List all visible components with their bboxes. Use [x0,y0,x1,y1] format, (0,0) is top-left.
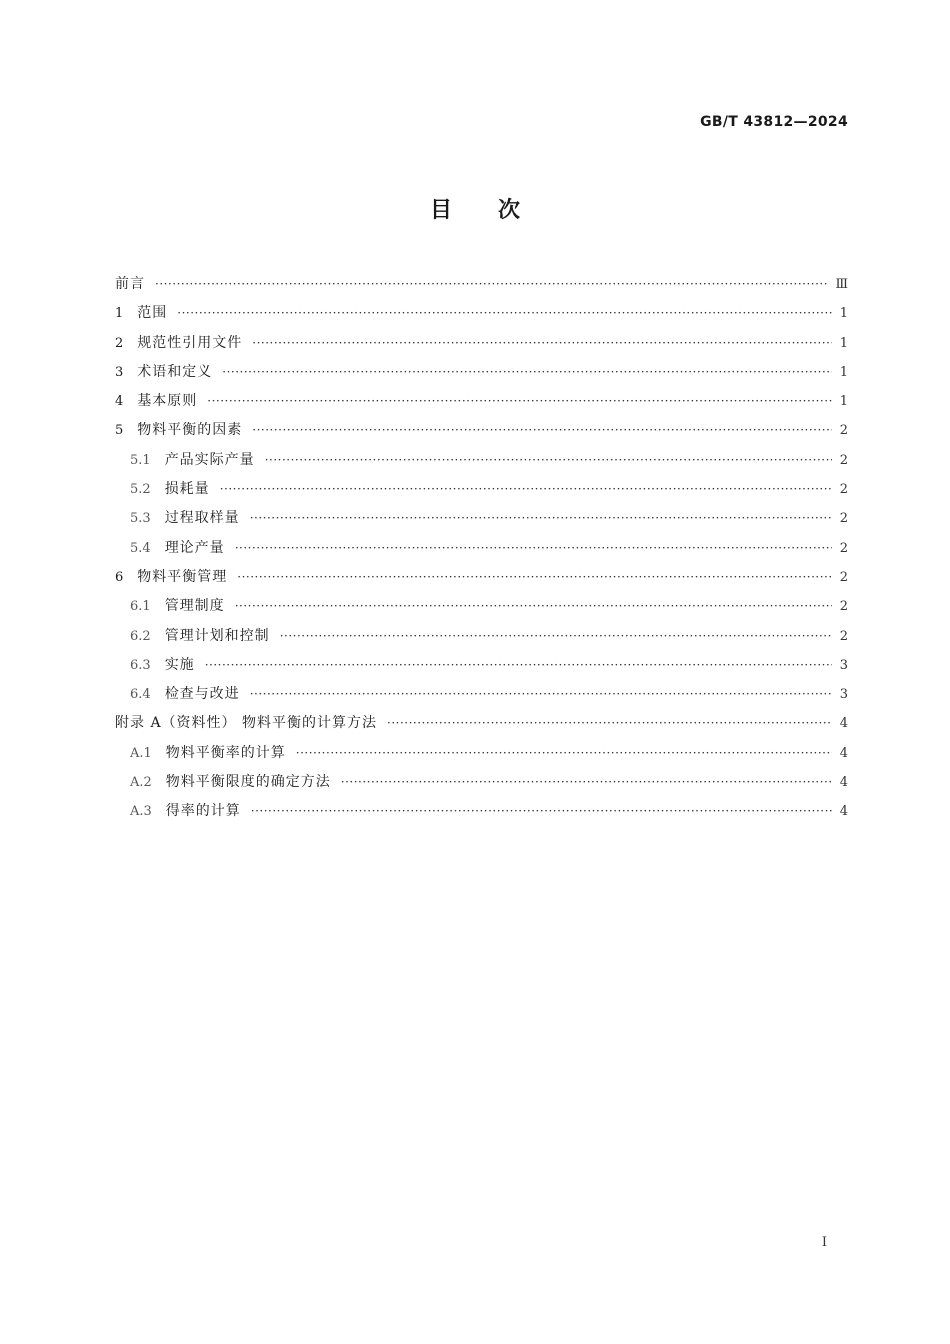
toc-entry-6-3[interactable] [115,651,848,680]
toc-entry-5-4[interactable] [115,534,848,563]
toc-entry-page: 2 [839,540,848,556]
toc-entry-page: 3 [839,657,848,673]
toc-entry-page: 2 [839,569,848,585]
toc-entry-label: 规范性引用文件 [137,334,243,351]
toc-entry-annex-a[interactable] [115,709,848,738]
toc-entry-label: 基本原则 [137,393,198,410]
toc-entry-a-2[interactable] [115,768,848,797]
dot-leader [237,563,832,592]
toc-entry-label: 产品实际产量 [164,451,255,468]
dot-leader [341,768,832,797]
toc-entry-page: 3 [839,687,848,703]
toc-entry-number: A.1 [130,745,152,761]
dot-leader [387,709,832,738]
toc-entry-label: 损耗量 [164,481,210,498]
toc-entry-label: 物料平衡率的计算 [165,744,286,761]
toc-entry-label: 理论产量 [164,539,225,556]
toc-entry-label: 物料平衡的因素 [137,422,243,439]
toc-entry-label: 物料平衡限度的确定方法 [165,774,331,791]
footer-page-number: Ⅰ [821,1235,827,1250]
toc-entry-page: 2 [839,452,848,468]
toc-entry-label: 附录 A（资料性） 物料平衡的计算方法 [115,715,378,732]
toc-entry-5[interactable] [115,416,848,445]
table-of-contents [115,270,848,827]
toc-entry-label: 得率的计算 [165,803,241,820]
toc-entry-number: 6.3 [130,657,151,673]
dot-leader [251,797,832,826]
toc-entry-page: 2 [839,628,848,644]
dot-leader [220,475,832,504]
dot-leader [205,651,832,680]
toc-entry-6-1[interactable] [115,592,848,621]
toc-entry-number: A.3 [130,804,152,820]
toc-entry-page: 4 [839,745,848,761]
dot-leader [252,416,832,445]
toc-entry-page: 4 [839,804,848,820]
dot-leader [250,680,832,709]
toc-entry-label: 管理制度 [164,598,225,615]
toc-entry-number: 1 [115,306,124,322]
dot-leader [296,739,832,768]
dot-leader [207,387,832,416]
toc-entry-page: 1 [839,335,848,351]
toc-entry-number: 5.4 [130,540,151,556]
toc-entry-label: 前言 [115,276,145,292]
dot-leader [235,592,832,621]
dot-leader [252,329,832,358]
toc-entry-number: A.2 [130,775,152,791]
toc-entry-5-2[interactable] [115,475,848,504]
toc-entry-page: 2 [839,482,848,498]
toc-entry-label: 实施 [164,656,195,673]
toc-entry-foreword[interactable] [115,270,848,299]
toc-entry-a-1[interactable] [115,739,848,768]
toc-entry-page: 2 [839,511,848,527]
toc-entry-5-3[interactable] [115,504,848,533]
toc-entry-number: 5.2 [130,482,151,498]
toc-entry-2[interactable] [115,329,848,358]
toc-entry-label: 范围 [137,305,168,322]
toc-entry-number: 6.4 [130,687,151,703]
toc-entry-label: 过程取样量 [164,510,240,527]
toc-entry-a-3[interactable] [115,797,848,826]
dot-leader [222,358,832,387]
toc-entry-page: Ⅲ [835,277,848,292]
dot-leader [280,622,832,651]
toc-entry-number: 6 [115,569,124,585]
toc-entry-number: 5.3 [130,511,151,527]
toc-entry-label: 物料平衡管理 [137,568,228,585]
toc-entry-page: 4 [839,775,848,791]
toc-entry-5-1[interactable] [115,446,848,475]
toc-entry-number: 6.2 [130,628,151,644]
toc-entry-label: 管理计划和控制 [164,627,270,644]
toc-entry-page: 2 [839,423,848,439]
dot-leader [250,504,832,533]
dot-leader [265,446,832,475]
dot-leader [177,299,832,328]
toc-entry-4[interactable] [115,387,848,416]
toc-entry-page: 1 [839,364,848,380]
toc-entry-number: 5.1 [130,452,151,468]
standard-code: GB/T 43812—2024 [700,114,848,130]
toc-entry-number: 3 [115,364,124,380]
page-title: 目次 [429,198,566,223]
toc-entry-page: 1 [839,394,848,410]
toc-entry-6-4[interactable] [115,680,848,709]
toc-entry-page: 4 [839,716,848,732]
toc-entry-page: 2 [839,599,848,615]
toc-entry-label: 术语和定义 [137,363,213,380]
toc-entry-6[interactable] [115,563,848,592]
toc-entry-number: 2 [115,335,124,351]
toc-entry-3[interactable] [115,358,848,387]
toc-entry-1[interactable] [115,299,848,328]
toc-entry-page: 1 [839,306,848,322]
toc-entry-number: 6.1 [130,599,151,615]
toc-entry-label: 检查与改进 [164,686,240,703]
dot-leader [235,534,832,563]
toc-entry-number: 5 [115,423,124,439]
toc-entry-number: 4 [115,394,124,410]
dot-leader [155,270,829,299]
toc-entry-6-2[interactable] [115,622,848,651]
